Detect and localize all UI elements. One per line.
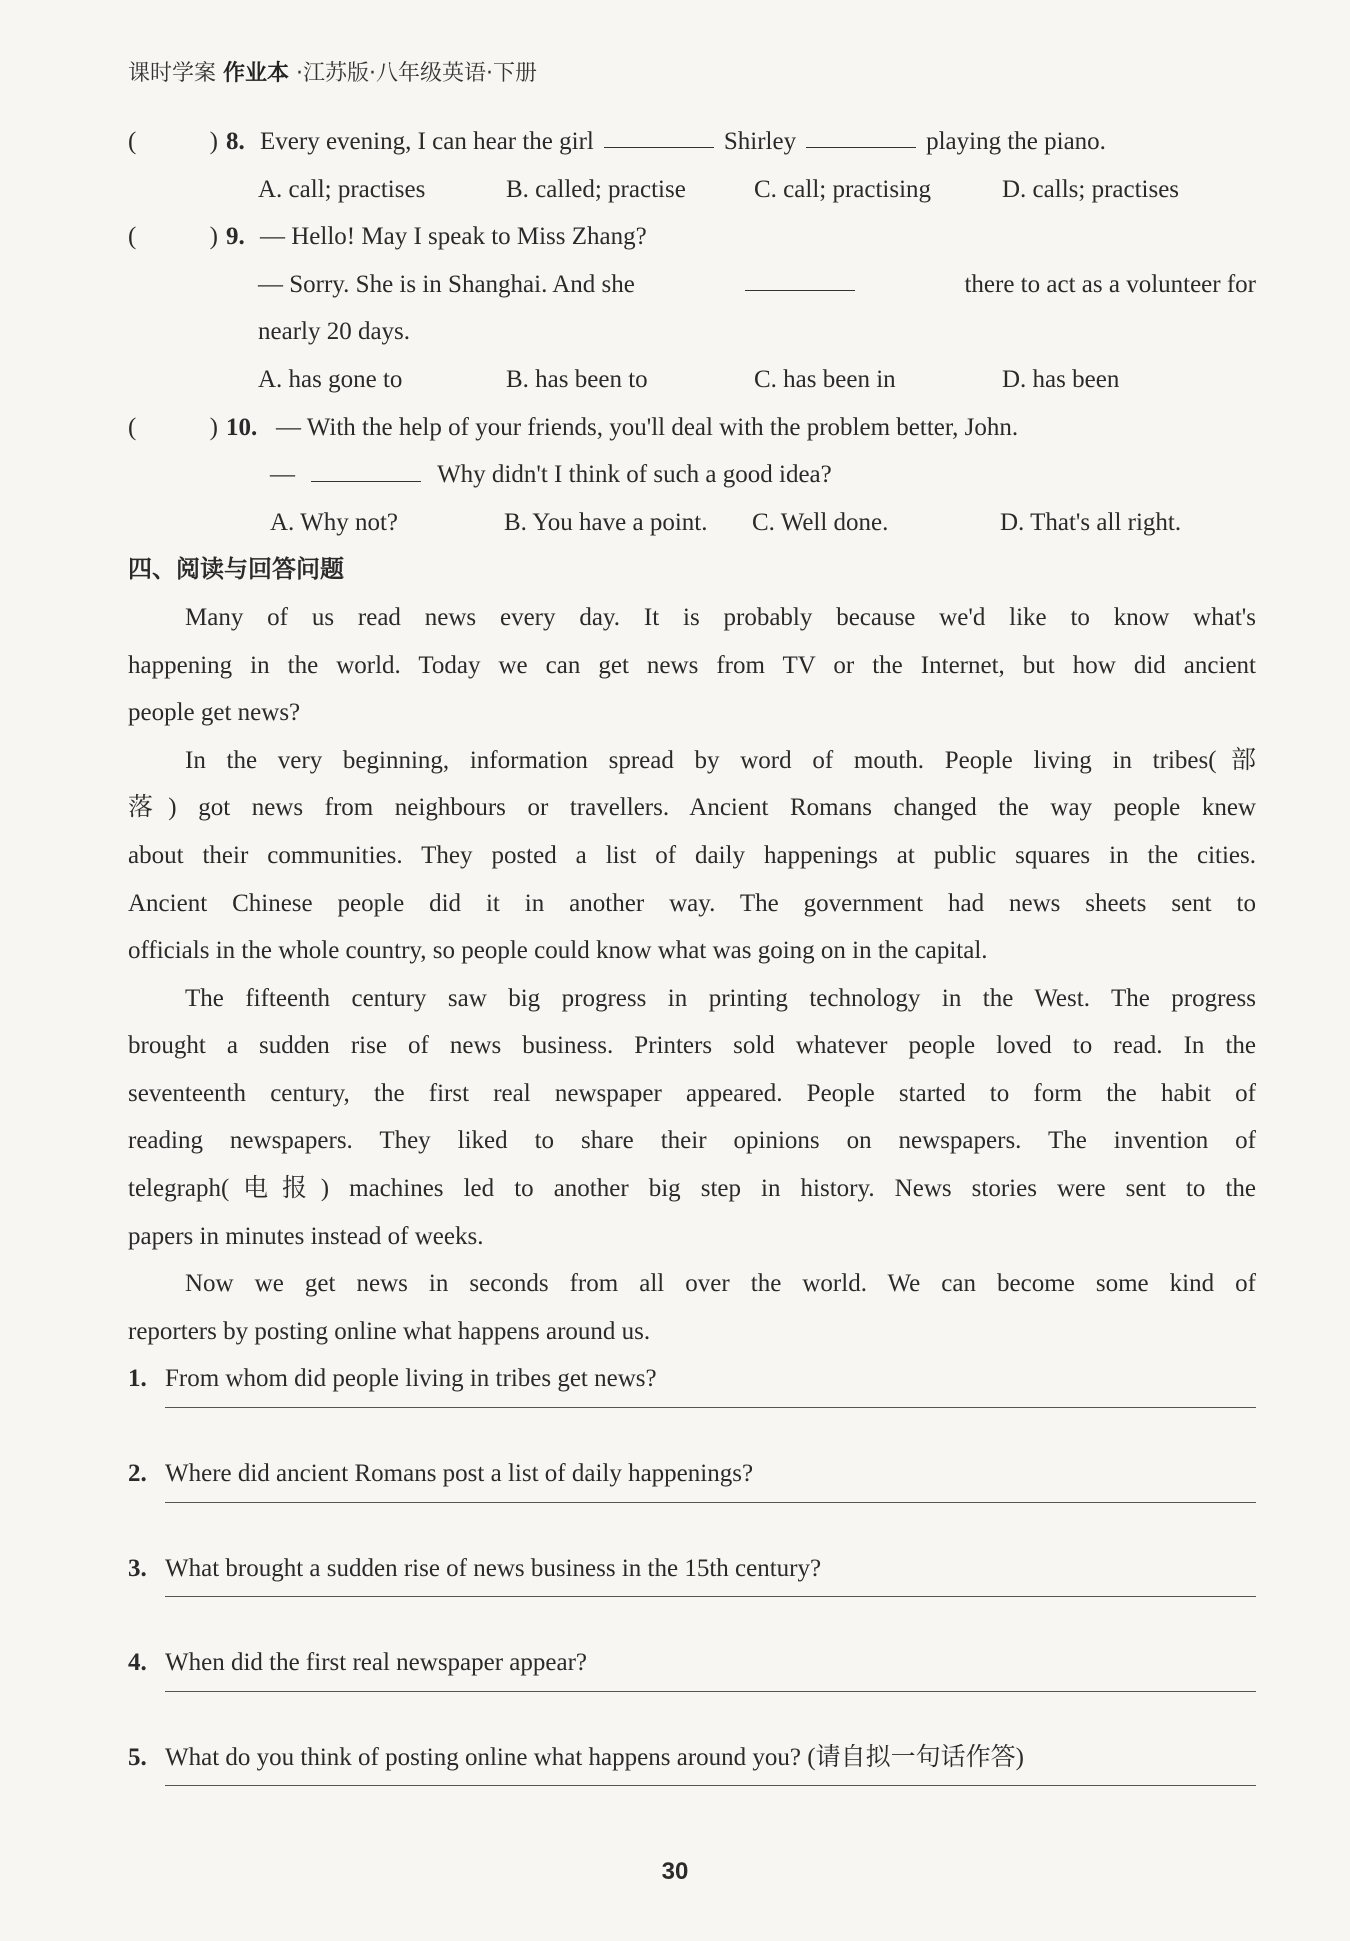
- question-item: [128, 1355, 1256, 1403]
- passage-paragraph-2: [128, 737, 1256, 975]
- passage-line: brought a sudden rise of news business. Printers sold whatever people loved to read. In the: [128, 1032, 1256, 1060]
- header-prefix: 课时学案: [128, 61, 217, 86]
- question-text: From whom did people living in tribes get news?: [165, 1365, 657, 1393]
- mc-question-9: [128, 213, 1256, 403]
- stem-part: Every evening, I can hear the girl: [260, 128, 594, 155]
- question-number: 10.: [226, 413, 258, 441]
- passage-line: Many of us read news every day. It is probably because we'd like to know what's: [185, 603, 1256, 631]
- page-number: 30: [661, 1858, 689, 1885]
- answer-bracket[interactable]: ( ): [128, 128, 218, 155]
- passage-line: The fifteenth century saw big progress in printing technology in the West. The progress: [185, 984, 1256, 1012]
- short-answer-questions: [128, 1355, 1256, 1786]
- passage-paragraph-3: [128, 975, 1256, 1261]
- question-text: When did the first real newspaper appear?: [165, 1649, 588, 1677]
- answer-bracket[interactable]: ( ): [128, 223, 218, 251]
- passage-line: telegraph(电报) machines led to another big step in history. News stories were sent to the: [128, 1175, 1256, 1203]
- fill-blank[interactable]: [604, 118, 714, 148]
- option-a: A. Why not?: [270, 508, 398, 536]
- question-number: 5.: [128, 1743, 147, 1771]
- passage-line: happening in the world. Today we can get news from TV or the Internet, but how did ancient: [128, 651, 1256, 679]
- dialog-line: nearly 20 days.: [258, 318, 411, 346]
- option-c: C. call; practising: [754, 175, 932, 203]
- option-d: D. calls; practises: [1002, 175, 1180, 203]
- passage-line: reporters by posting online what happens around us.: [128, 1317, 651, 1345]
- passage-paragraph-1: [128, 594, 1256, 737]
- question-item: [128, 1545, 1256, 1593]
- passage-line: people get news?: [128, 699, 301, 727]
- passage-line: In the very beginning, information spread by word of mouth. People living in tribes(部: [185, 746, 1256, 774]
- header-suffix: ·江苏版·八年级英语·下册: [296, 61, 538, 86]
- question-number: 9.: [226, 223, 245, 251]
- dialog-line: —: [270, 461, 295, 489]
- question-text: Where did ancient Romans post a list of daily happenings?: [165, 1460, 754, 1488]
- worksheet-content: [128, 118, 1256, 1828]
- question-item: [128, 1639, 1256, 1687]
- answer-line[interactable]: [165, 1502, 1256, 1503]
- passage-line: reading newspapers. They liked to share their opinions on newspapers. The invention of: [128, 1127, 1256, 1155]
- passage-line: about their communities. They posted a list of daily happenings at public squares in the cities.: [128, 841, 1256, 869]
- fill-blank[interactable]: [806, 118, 916, 148]
- options-row: [128, 356, 1256, 404]
- option-d: D. That's all right.: [1000, 508, 1182, 536]
- dialog-line: there to act as a volunteer for: [964, 270, 1256, 298]
- stem-part: playing the piano.: [926, 128, 1106, 155]
- answer-line[interactable]: [165, 1691, 1256, 1692]
- question-number: 3.: [128, 1554, 147, 1582]
- options-row: [128, 499, 1256, 547]
- mc-question-10: [128, 404, 1256, 547]
- question-number: 2.: [128, 1460, 147, 1488]
- passage-line: 落) got news from neighbours or travellers. Ancient Romans changed the way people knew: [128, 794, 1256, 822]
- passage-line: Ancient Chinese people did it in another way. The government had news sheets sent to: [128, 889, 1256, 917]
- question-number: 1.: [128, 1365, 147, 1393]
- page-header: [128, 56, 537, 87]
- fill-blank[interactable]: [745, 261, 855, 291]
- question-item: [128, 1450, 1256, 1498]
- option-a: A. call; practises: [258, 175, 426, 203]
- option-d: D. has been: [1002, 365, 1120, 393]
- question-item: [128, 1734, 1256, 1782]
- answer-line[interactable]: [165, 1596, 1256, 1597]
- option-c: C. has been in: [754, 365, 896, 393]
- dialog-line: — Hello! May I speak to Miss Zhang?: [260, 223, 647, 251]
- fill-blank[interactable]: [311, 452, 421, 482]
- options-row: [128, 166, 1256, 214]
- option-b: B. has been to: [506, 365, 648, 393]
- mc-question-8: [128, 118, 1256, 213]
- dialog-line: — With the help of your friends, you'll deal with the problem better, John.: [276, 413, 1019, 441]
- option-c: C. Well done.: [752, 508, 889, 536]
- passage-line: officials in the whole country, so people could know what was going on in the capital.: [128, 937, 988, 965]
- option-b: B. called; practise: [506, 175, 686, 203]
- question-number: 8.: [226, 128, 245, 155]
- question-number: 4.: [128, 1649, 147, 1677]
- dialog-line: Why didn't I think of such a good idea?: [437, 461, 832, 489]
- answer-bracket[interactable]: ( ): [128, 413, 218, 441]
- question-text: What do you think of posting online what happens around you? (请自拟一句话作答): [165, 1743, 1024, 1771]
- answer-line[interactable]: [165, 1407, 1256, 1408]
- option-b: B. You have a point.: [504, 508, 708, 536]
- passage-line: seventeenth century, the first real newspaper appeared. People started to form the habit of: [128, 1079, 1256, 1107]
- option-a: A. has gone to: [258, 365, 403, 393]
- passage-line: Now we get news in seconds from all over the world. We can become some kind of: [185, 1270, 1256, 1298]
- passage-paragraph-4: [128, 1260, 1256, 1355]
- header-bold: 作业本: [223, 61, 290, 86]
- dialog-line: — Sorry. She is in Shanghai. And she: [258, 270, 635, 298]
- section-title: 四、阅读与回答问题: [128, 555, 344, 584]
- question-text: What brought a sudden rise of news business in the 15th century?: [165, 1554, 822, 1582]
- answer-line[interactable]: [165, 1785, 1256, 1786]
- passage-line: papers in minutes instead of weeks.: [128, 1222, 484, 1250]
- stem-part: Shirley: [723, 128, 797, 155]
